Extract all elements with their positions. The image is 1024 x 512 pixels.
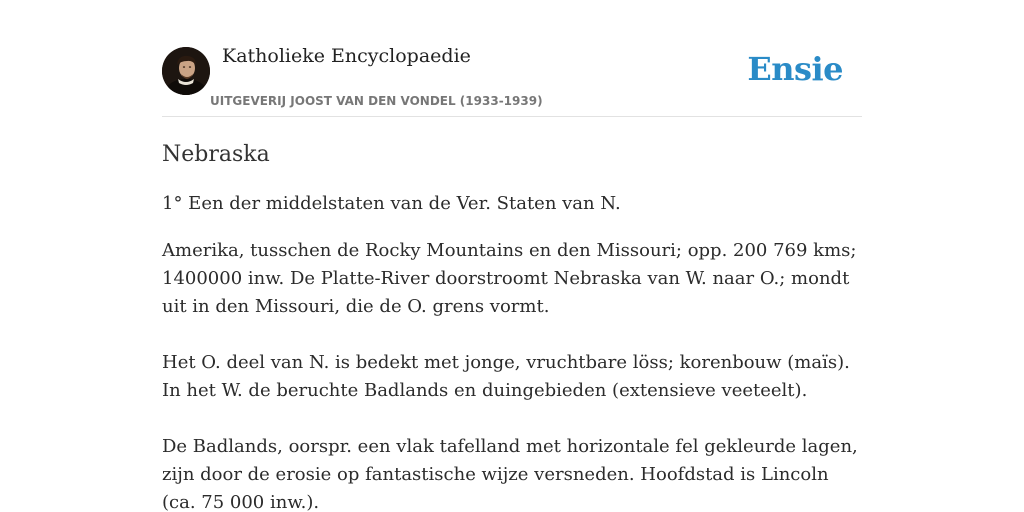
publisher-subtitle: UITGEVERIJ JOOST VAN DEN VONDEL (1933-1939) bbox=[210, 94, 543, 108]
article bbox=[162, 136, 862, 512]
portrait-avatar-icon[interactable] bbox=[162, 47, 210, 95]
ensie-logo[interactable]: Ensie bbox=[747, 50, 843, 88]
site-header bbox=[162, 40, 862, 117]
article-paragraph: De Badlands, oorspr. een vlak tafelland met horizontale fel gekleurde lagen, zijn door de erosie op fantastische wijze versneden. Hoofdstad is Lincoln (ca. 75 000 inw.). bbox=[162, 436, 858, 512]
article-paragraph: 1° Een der middelstaten van de Ver. Staten van N. bbox=[162, 193, 621, 214]
site-title[interactable]: Katholieke Encyclopaedie bbox=[222, 45, 471, 67]
article-paragraph: Het O. deel van N. is bedekt met jonge, vruchtbare löss; korenbouw (maïs). In het W. de beruchte Badlands en duingebieden (extensieve veeteelt). bbox=[162, 352, 850, 401]
article-title: Nebraska bbox=[162, 142, 270, 167]
article-paragraph: Amerika, tusschen de Rocky Mountains en den Missouri; opp. 200 769 kms; 1400000 inw. De Platte-River doorstroomt Nebraska van W. naar O.; mondt uit in den Missouri, die de O. grens vormt. bbox=[162, 240, 857, 317]
